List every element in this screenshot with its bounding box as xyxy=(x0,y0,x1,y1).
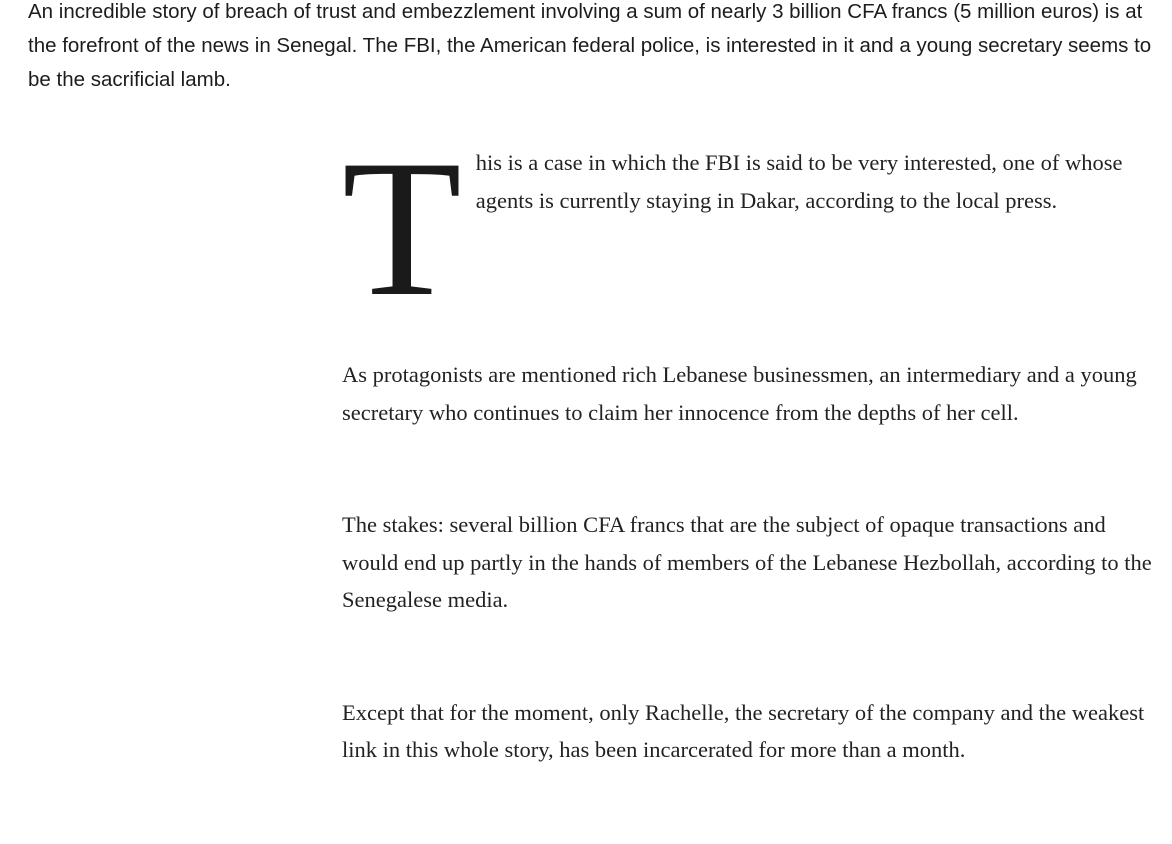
article-body xyxy=(342,120,1162,844)
article-paragraph: Except that for the moment, only Rachelle, the secretary of the company and the weakest link in this whole story, has been incarcerated for more than a month. xyxy=(342,699,1145,762)
drop-cap: T xyxy=(342,120,462,337)
article-intro: An incredible story of breach of trust and embezzlement involving a sum of nearly 3 billion CFA francs (5 million euros) is at the forefront of the news in Senegal. The FBI, the American federal police, is interested in it and a young secretary seems to be the sacrificial lamb. xyxy=(28,0,1152,91)
paragraph-text: his is a case in which the FBI is said to be very interested, one of whose agents is currently staying in Dakar, according to the local press. xyxy=(475,150,1123,213)
article-paragraph xyxy=(342,120,1162,337)
article-paragraph: The stakes: several billion CFA francs that are the subject of opaque transactions and would end up partly in the hands of members of the Lebanese Hezbollah, according to the Senegalese media. xyxy=(342,512,1152,612)
article-paragraph: As protagonists are mentioned rich Lebanese businessmen, an intermediary and a young secretary who continues to claim her innocence from the depths of her cell. xyxy=(342,362,1137,425)
